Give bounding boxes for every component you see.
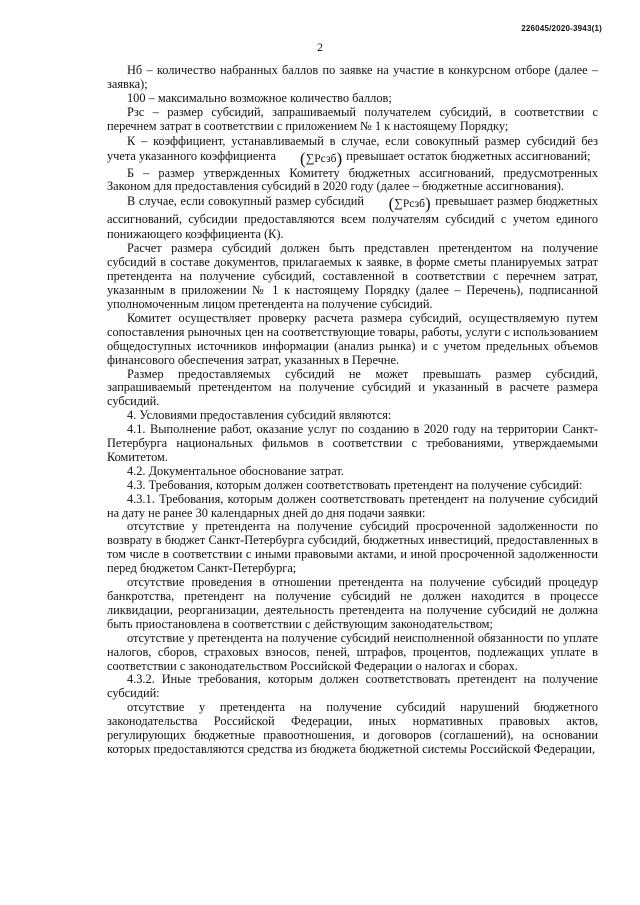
- sigma-symbol: ∑: [394, 196, 403, 211]
- paragraph-text-tail: превышает размер бюджетных ассигнований, субсидии предоставляются всем получателям субсидий с учетом единого понижающего коэффициента (К).: [107, 194, 599, 242]
- paragraph-coefficient: [107, 134, 598, 167]
- paragraph: 4.2. Документальное обоснование затрат.: [127, 463, 344, 478]
- paragraph: Б – размер утвержденных Комитету бюджетных ассигнований, предусмотренных Законом для предоставления субсидий в 2020 году (далее – бюджетные ассигнования).: [107, 165, 598, 194]
- paragraph-text: К – коэффициент, устанавливаемый в случае, если совокупный размер субсидий без учета указанного коэффициента: [107, 133, 598, 163]
- sum-term: Рсзб: [314, 152, 337, 165]
- document-id: 226045/2020-3943(1): [521, 24, 602, 33]
- paragraph: отсутствие проведения в отношении претендента на получение субсидий процедур банкротства, претендент на получение субсидий не должен находится в процессе ликвидации, реорганизации, деятельность претендента на получение субсидий не должна быть приостановлена в соответствии с действующим законодательством;: [107, 575, 598, 631]
- page-number: 2: [317, 40, 323, 54]
- sum-formula: (∑Рсзб): [300, 148, 343, 168]
- paragraph-case: [107, 194, 598, 242]
- paragraph: Размер предоставляемых субсидий не может превышать размер субсидий, запрашиваемый претендентом на получение субсидий и указанный в расчете размера субсидий.: [107, 366, 598, 409]
- sum-term: Рсзб: [402, 198, 426, 211]
- paragraph: 100 – максимально возможное количество баллов;: [127, 90, 392, 105]
- paragraph: 4.3.2. Иные требования, которым должен соответствовать претендент на получение субсидий:: [107, 672, 598, 701]
- paragraph: 4.1. Выполнение работ, оказание услуг по созданию в 2020 году на территории Санкт-Петербурга национальных фильмов в соответствии с требованиями, утверждаемыми Комитетом.: [107, 422, 598, 464]
- paragraph: отсутствие у претендента на получение субсидий неисполненной обязанности по уплате налогов, сборов, страховых взносов, пеней, штрафов, процентов, подлежащих уплате в соответствии с законодательством Российской Федерации о налогах и сборах.: [107, 630, 598, 673]
- section-heading: 4. Условиями предоставления субсидий являются:: [127, 408, 392, 423]
- paragraph: отсутствие у претендента на получение субсидий нарушений бюджетного законодательства Российской Федерации, иных нормативных правовых актов, регулирующих бюджетные правоотношения, и договоров (соглашений), на основании которых предоставляются средства из бюджета бюджетной системы Российской Федерации,: [107, 700, 598, 756]
- paragraph: 4.3.1. Требования, которым должен соответствовать претендент на получение субсидий на дату не ранее 30 календарных дней до дня подачи заявки:: [107, 491, 598, 520]
- paragraph: Рзс – размер субсидий, запрашиваемый получателем субсидий, в соответствии с перечнем затрат в соответствии с приложением № 1 к настоящему Порядку;: [107, 104, 598, 133]
- paragraph: отсутствие у претендента на получение субсидий просроченной задолженности по возврату в бюджет Санкт-Петербурга субсидий, бюджетных инвестиций, предоставленных в том числе в соответствии с иными правовыми актами, и иной просроченной задолженности перед бюджетом Санкт-Петербурга;: [107, 519, 598, 576]
- paragraph: Комитет осуществляет проверку расчета размера субсидий, осуществляемую путем сопоставления рыночных цен на соответствующие товары, работы, услуги с использованием общедоступных источников информации (анализ рынка) и с учетом предельных объемов финансового обеспечения затрат, указанных в Перечне.: [107, 310, 598, 367]
- document-body: [107, 64, 598, 757]
- paragraph: 4.3. Требования, которым должен соответствовать претендент на получение субсидий:: [127, 477, 583, 492]
- paragraph: Нб – количество набранных баллов по заявке на участие в конкурсном отборе (далее – заявка);: [107, 63, 598, 91]
- sigma-symbol: ∑: [305, 150, 315, 165]
- paragraph-text: В случае, если совокупный размер субсидий: [127, 194, 364, 209]
- paragraph: Расчет размера субсидий должен быть представлен претендентом на получение субсидий в составе документов, прилагаемых к заявке, в форме сметы планируемых затрат претендента на получение субсидий, составленной в соответствии с перечнем затрат, указанным в приложении № 1 к настоящему Порядку (далее – Перечень), подписанной уполномоченным лицом претендента на получение субсидий.: [107, 241, 598, 311]
- paragraph-text-tail: превышает остаток бюджетных ассигнований;: [346, 148, 591, 163]
- sum-formula: (∑Рсзб): [388, 194, 431, 214]
